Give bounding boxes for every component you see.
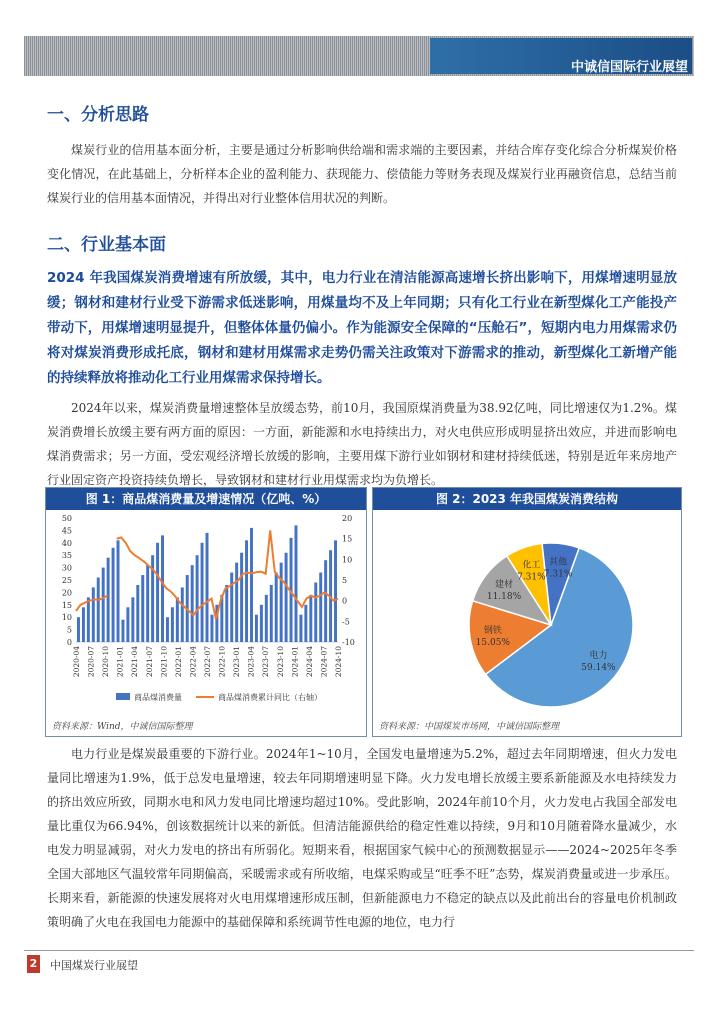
pie-category-label: 建材 — [495, 580, 514, 591]
y-tick-label: 40 — [61, 538, 72, 548]
bar — [121, 620, 124, 642]
x-tick-label: 2023-07 — [261, 646, 271, 678]
y-tick-label: 30 — [61, 563, 72, 573]
figure1-source: 资料来源：Wind，中诚信国际整理 — [52, 722, 193, 732]
x-tick-label: 2021-10 — [159, 646, 169, 678]
section2-lead: 2024 年我国煤炭消费增速有所放缓，其中，电力行业在清洁能源高速增长挤出影响下，用煤增速明显放缓；钢材和建材行业受下游需求低迷影响，用煤量均不及上年同期；只有化工行业在新型煤化工产能投产带动下，用煤增速明显提升，但整体体量仍偏小。作为能源安全保障的“压舱石”，短期内电力用煤需求仍将对煤炭消费形成托底，钢材和建材用煤需求走势仍需关注政策对下游需求的推动，新型煤化工新增产能的持续释放将推动化工行业用煤需求保持增长。 — [47, 270, 677, 386]
section1-text: 煤炭行业的信用基本面分析，主要是通过分析影响供给端和需求端的主要因素，并结合库存变化综合分析煤炭价格变化情况，在此基础上，分析样本企业的盈利能力、获现能力、偿债能力等财务表现及煤炭行业再融资信息，总结当前煤炭行业的信用基本面情况，并得出对行业整体信用状况的判断。 — [47, 143, 677, 205]
x-tick-label: 2021-04 — [130, 646, 140, 678]
section1-heading: 一、分析思路 — [47, 105, 149, 125]
pie-category-label: 化工 — [522, 560, 541, 571]
x-tick-label: 2024-07 — [319, 646, 329, 678]
bar — [112, 548, 115, 642]
bar — [285, 553, 288, 642]
pie-value-label: 7.31% — [543, 569, 573, 580]
bar — [191, 565, 194, 642]
section2-heading: 二、行业基本面 — [47, 235, 166, 255]
figure2-chart — [373, 510, 681, 710]
y-tick-label: 35 — [61, 551, 72, 561]
pie-category-label: 钢铁 — [483, 626, 502, 637]
pie-value-label: 11.18% — [486, 592, 522, 603]
bar — [255, 615, 258, 642]
bar — [294, 525, 297, 642]
x-tick-label: 2022-10 — [217, 646, 227, 678]
y-tick-label: 50 — [61, 514, 72, 523]
bar — [136, 585, 139, 642]
bar — [304, 605, 307, 642]
bar — [206, 533, 209, 642]
bar — [146, 565, 149, 642]
y-tick-label: 5 — [66, 625, 72, 635]
bar — [324, 560, 327, 642]
bar — [141, 575, 144, 642]
bar — [250, 528, 253, 642]
x-tick-label: 2021-07 — [144, 646, 154, 678]
bar — [181, 587, 184, 642]
section2-para1: 2024年以来，煤炭消费量增速整体呈放缓态势，前10月，我国原煤消费量为38.92亿吨，同比增速仅为1.2%。煤炭消费增长放缓主要有两方面的原因：一方面，新能源和水电持续出力，对火电供应形成明显挤出效应，并进而影响电煤消费需求；另一方面，受宏观经济增长放缓的影响，主要用煤下游行业如钢材和建材持续低迷，特别是近年来房地产行业固定资产投资持续负增长，导致钢材和建材行业用煤需求均为负增长。 — [47, 401, 677, 487]
y2-tick-label: 15 — [342, 534, 353, 544]
figure1-title: 图 1：商品煤消费量及增速情况（亿吨、%） — [46, 488, 366, 510]
y2-tick-label: -5 — [342, 617, 350, 627]
y2-tick-label: -10 — [342, 638, 355, 647]
figure2-title: 图 2：2023 年我国煤炭消费结构 — [373, 488, 681, 510]
bar — [265, 595, 268, 642]
figure2-source: 资料来源：中国煤炭市场网，中诚信国际整理 — [379, 722, 560, 732]
bar — [210, 615, 213, 642]
footer-title: 中国煤炭行业展望 — [50, 959, 138, 972]
x-tick-label: 2024-10 — [334, 646, 343, 678]
bar — [309, 595, 312, 642]
figure2-panel — [372, 487, 682, 737]
bar — [87, 597, 90, 642]
y-tick-label: 20 — [61, 588, 72, 598]
figure1-chart — [46, 510, 366, 710]
y-tick-label: 0 — [66, 638, 72, 647]
x-tick-label: 2023-04 — [246, 646, 256, 678]
bar — [117, 540, 120, 642]
bar — [171, 607, 174, 642]
legend-bar-label: 商品煤消费量 — [134, 693, 182, 702]
y2-tick-label: 5 — [342, 576, 348, 585]
legend-bar-swatch — [116, 693, 130, 700]
bar — [107, 558, 110, 642]
bar — [102, 568, 105, 642]
x-tick-label: 2021-01 — [115, 646, 125, 678]
bar — [270, 585, 273, 642]
x-tick-label: 2022-04 — [188, 646, 198, 678]
pie-category-label: 其他 — [549, 557, 568, 568]
x-tick-label: 2022-07 — [203, 646, 212, 678]
header-title: 中诚信国际行业展望 — [570, 60, 688, 75]
bar — [334, 540, 337, 642]
bar — [299, 615, 302, 642]
bar — [240, 553, 243, 642]
y-tick-label: 25 — [61, 576, 72, 585]
bar — [275, 573, 278, 642]
x-tick-label: 2023-10 — [275, 646, 285, 678]
y-tick-label: 45 — [61, 526, 72, 536]
y-tick-label: 10 — [61, 613, 72, 623]
bar — [201, 543, 204, 642]
bar — [245, 540, 248, 642]
x-tick-label: 2024-01 — [290, 646, 300, 678]
bar — [166, 617, 169, 642]
bar — [319, 573, 322, 642]
bar — [126, 607, 129, 642]
pie-value-label: 7.31% — [517, 572, 546, 583]
y-tick-label: 15 — [61, 600, 72, 610]
bar — [235, 563, 238, 642]
bar — [156, 543, 159, 642]
footer-rule — [24, 950, 694, 951]
x-tick-label: 2020-07 — [86, 646, 96, 678]
bar — [131, 597, 134, 642]
pie-category-label: 电力 — [589, 651, 608, 662]
bar — [314, 582, 317, 642]
bar — [77, 617, 80, 642]
y2-tick-label: 20 — [342, 514, 353, 523]
pie-value-label: 59.14% — [581, 663, 616, 674]
y2-tick-label: 10 — [342, 555, 353, 565]
x-tick-label: 2020-10 — [101, 646, 111, 678]
x-tick-label: 2024-04 — [304, 646, 314, 678]
bar — [225, 585, 228, 642]
x-tick-label: 2023-01 — [232, 646, 242, 678]
section2-para2: 电力行业是煤炭最重要的下游行业。2024年1~10月，全国发电量增速为5.2%，超过去年同期增速，但火力发电量同比增速为1.9%，低于总发电量增速，较去年同期增速明显下降。火力发电增长放缓主要系新能源及水电持续发力的挤出效应所致，同期水电和风力发电同比增速均超过10%。受此影响，2024年前10个月，火力发电占我国全部发电量比重仅为66.94%，创该数据统计以来的新低。但清洁能源供给的稳定性难以持续，9月和10月随着降水量减少，水电发力明显减弱，对火力发电的挤出有所弱化。短期来看，根据国家气候中心的预测数据显示——2024~2025年冬季全国大部地区气温较常年同期偏高，采暖需求或有所收缩，电煤采购或呈“旺季不旺”态势，煤炭消费量或进一步承压。长期来看，新能源的快速发展将对火电用煤增速形成压制，但新能源电力不稳定的缺点以及此前出台的容量电价机制政策明确了火电在我国电力能源中的基础保障和系统调节性电源的地位，电力行 — [47, 747, 677, 929]
bar — [82, 607, 85, 642]
legend-line-label: 商品煤消费累计同比（右轴） — [218, 693, 322, 702]
page-number: 2 — [27, 955, 40, 973]
bar — [176, 597, 179, 642]
x-tick-label: 2022-01 — [173, 646, 183, 678]
y2-tick-label: 0 — [342, 596, 348, 606]
bar — [161, 535, 164, 642]
bar — [196, 555, 199, 642]
bar — [92, 587, 95, 642]
bar — [280, 563, 283, 642]
bar — [97, 578, 100, 642]
bar — [260, 605, 263, 642]
figure1-panel — [45, 487, 367, 737]
pie-value-label: 15.05% — [475, 638, 511, 649]
x-tick-label: 2020-04 — [72, 646, 81, 678]
